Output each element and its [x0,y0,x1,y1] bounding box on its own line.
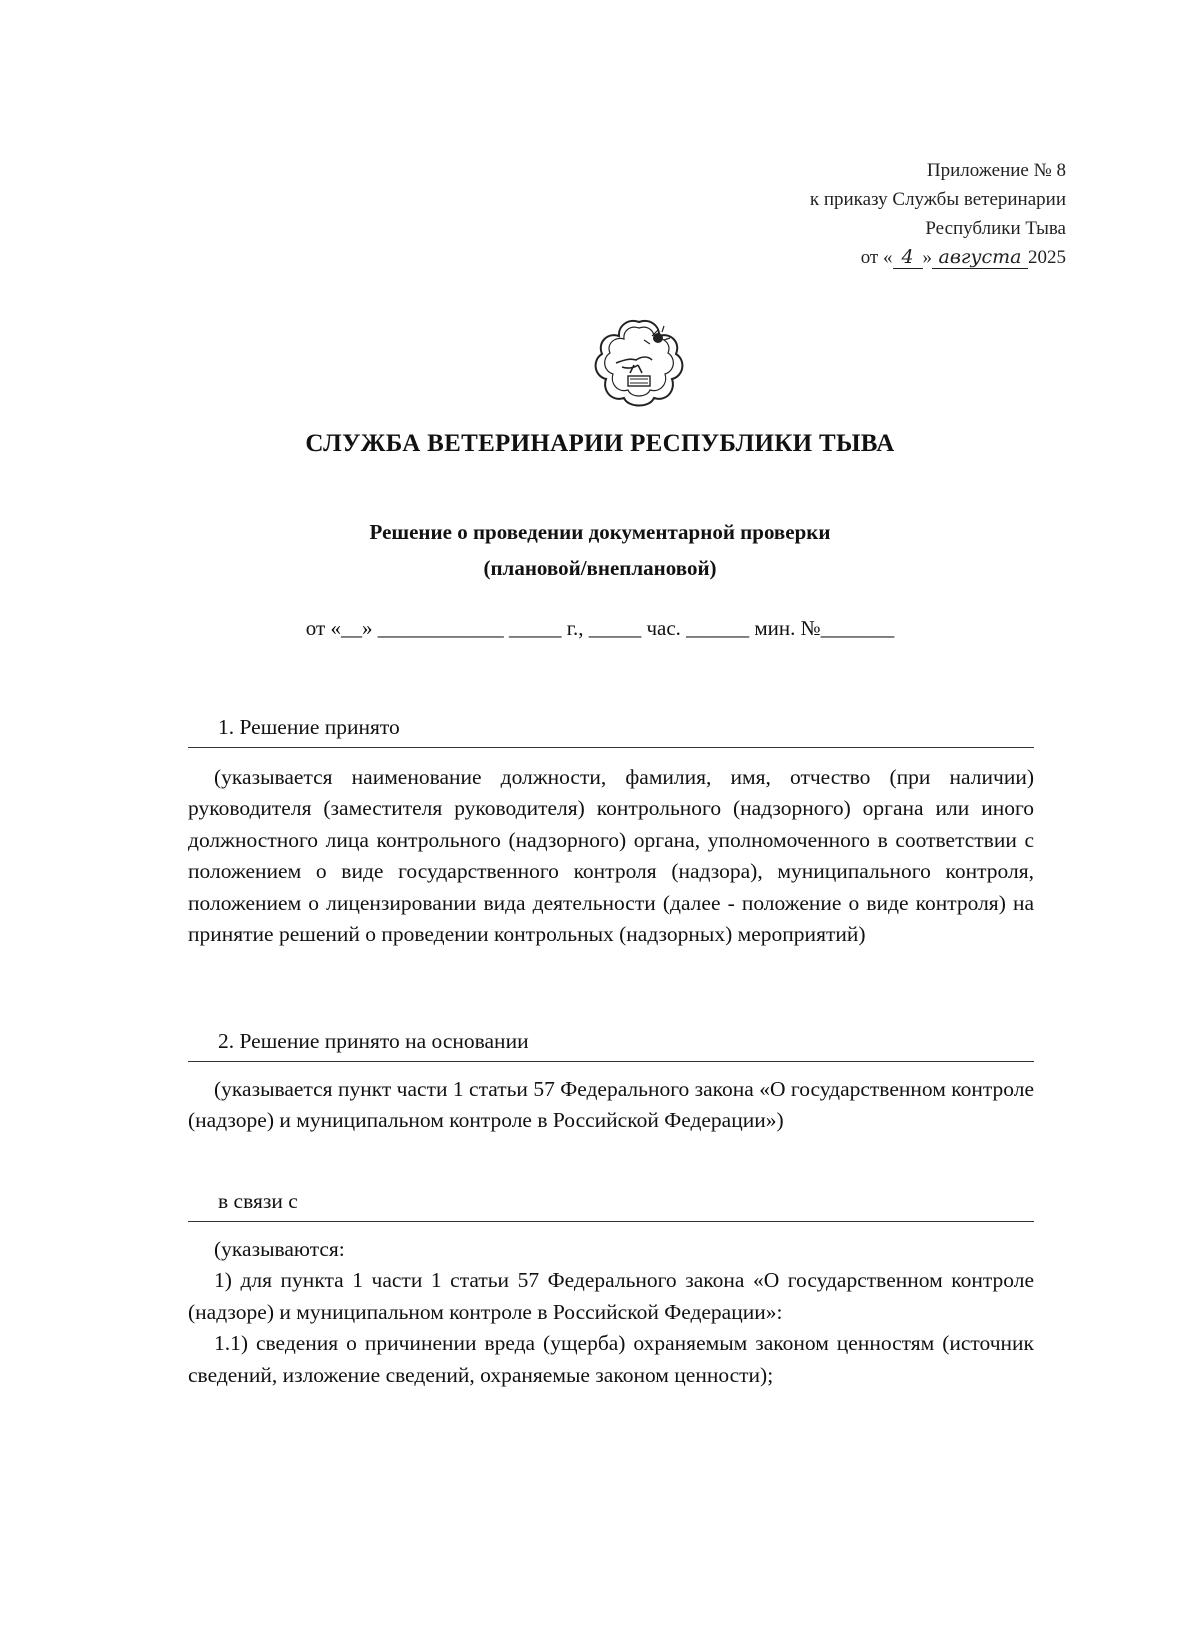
annex-line-1: Приложение № 8 [926,160,1066,181]
section-3-item-1-1: 1.1) сведения о причинении вреда (ущерба) охраняемым законом ценностям (источник сведений, изложение сведений, охраняемые законом ценности); [188,1331,1034,1387]
annex-line-2: к приказу Службы ветеринарии [809,189,1066,210]
tuva-coat-of-arms-icon [592,316,686,410]
annex-header [726,156,1066,272]
section-2-fill-line [188,1061,1034,1062]
annex-date-day: 4 [893,246,923,269]
section-1-note: (указывается наименование должности, фамилия, имя, отчество (при наличии) руководителя (заместителя руководителя) контрольного (надзорного) органа или иного должностного лица контрольного (надзорного) органа, уполномоченного в соответствии с положением о виде государственного контроля (надзора), муниципального контроля, положением о лицензировании вида деятельности (далее - положение о виде контроля) на принятие решений о проведении контрольных (надзорных) мероприятий) [188,764,1034,946]
annex-date [726,243,1066,272]
annex-date-month: августа [932,246,1028,269]
document-title [0,514,1200,586]
section-2-heading: 2. Решение принято на основании [218,1029,529,1053]
section-1-fill-line [188,747,1034,748]
organization-title: СЛУЖБА ВЕТЕРИНАРИИ РЕСПУБЛИКИ ТЫВА [305,430,895,457]
section-3-item-1: 1) для пункта 1 части 1 статьи 57 Федерального закона «О государственном контроле (надзоре) и муниципальном контроле в Российской Федерации»: [188,1268,1034,1324]
section-1-heading: 1. Решение принято [218,715,400,739]
document-title-line-1: Решение о проведении документарной проверки [369,520,831,544]
annex-date-mid: » [922,247,932,268]
section-1 [188,712,1034,951]
section-2 [188,1026,1034,1137]
decision-date-line: от «__» ____________ _____ г., _____ час. ______ мин. №_______ [305,616,895,640]
section-3-intro: (указываются: [214,1236,345,1261]
document-title-line-2: (плановой/внеплановой) [483,556,717,580]
section-3-fill-line [188,1221,1034,1222]
section-2-note: (указывается пункт части 1 статьи 57 Федерального закона «О государственном контроле (надзоре) и муниципальном контроле в Российской Федерации») [188,1076,1034,1132]
annex-date-prefix: от « [860,247,893,268]
section-3-heading: в связи с [218,1189,298,1213]
section-3 [188,1186,1034,1391]
annex-line-3: Республики Тыва [925,218,1066,239]
annex-date-year: 2025 [1028,247,1066,268]
